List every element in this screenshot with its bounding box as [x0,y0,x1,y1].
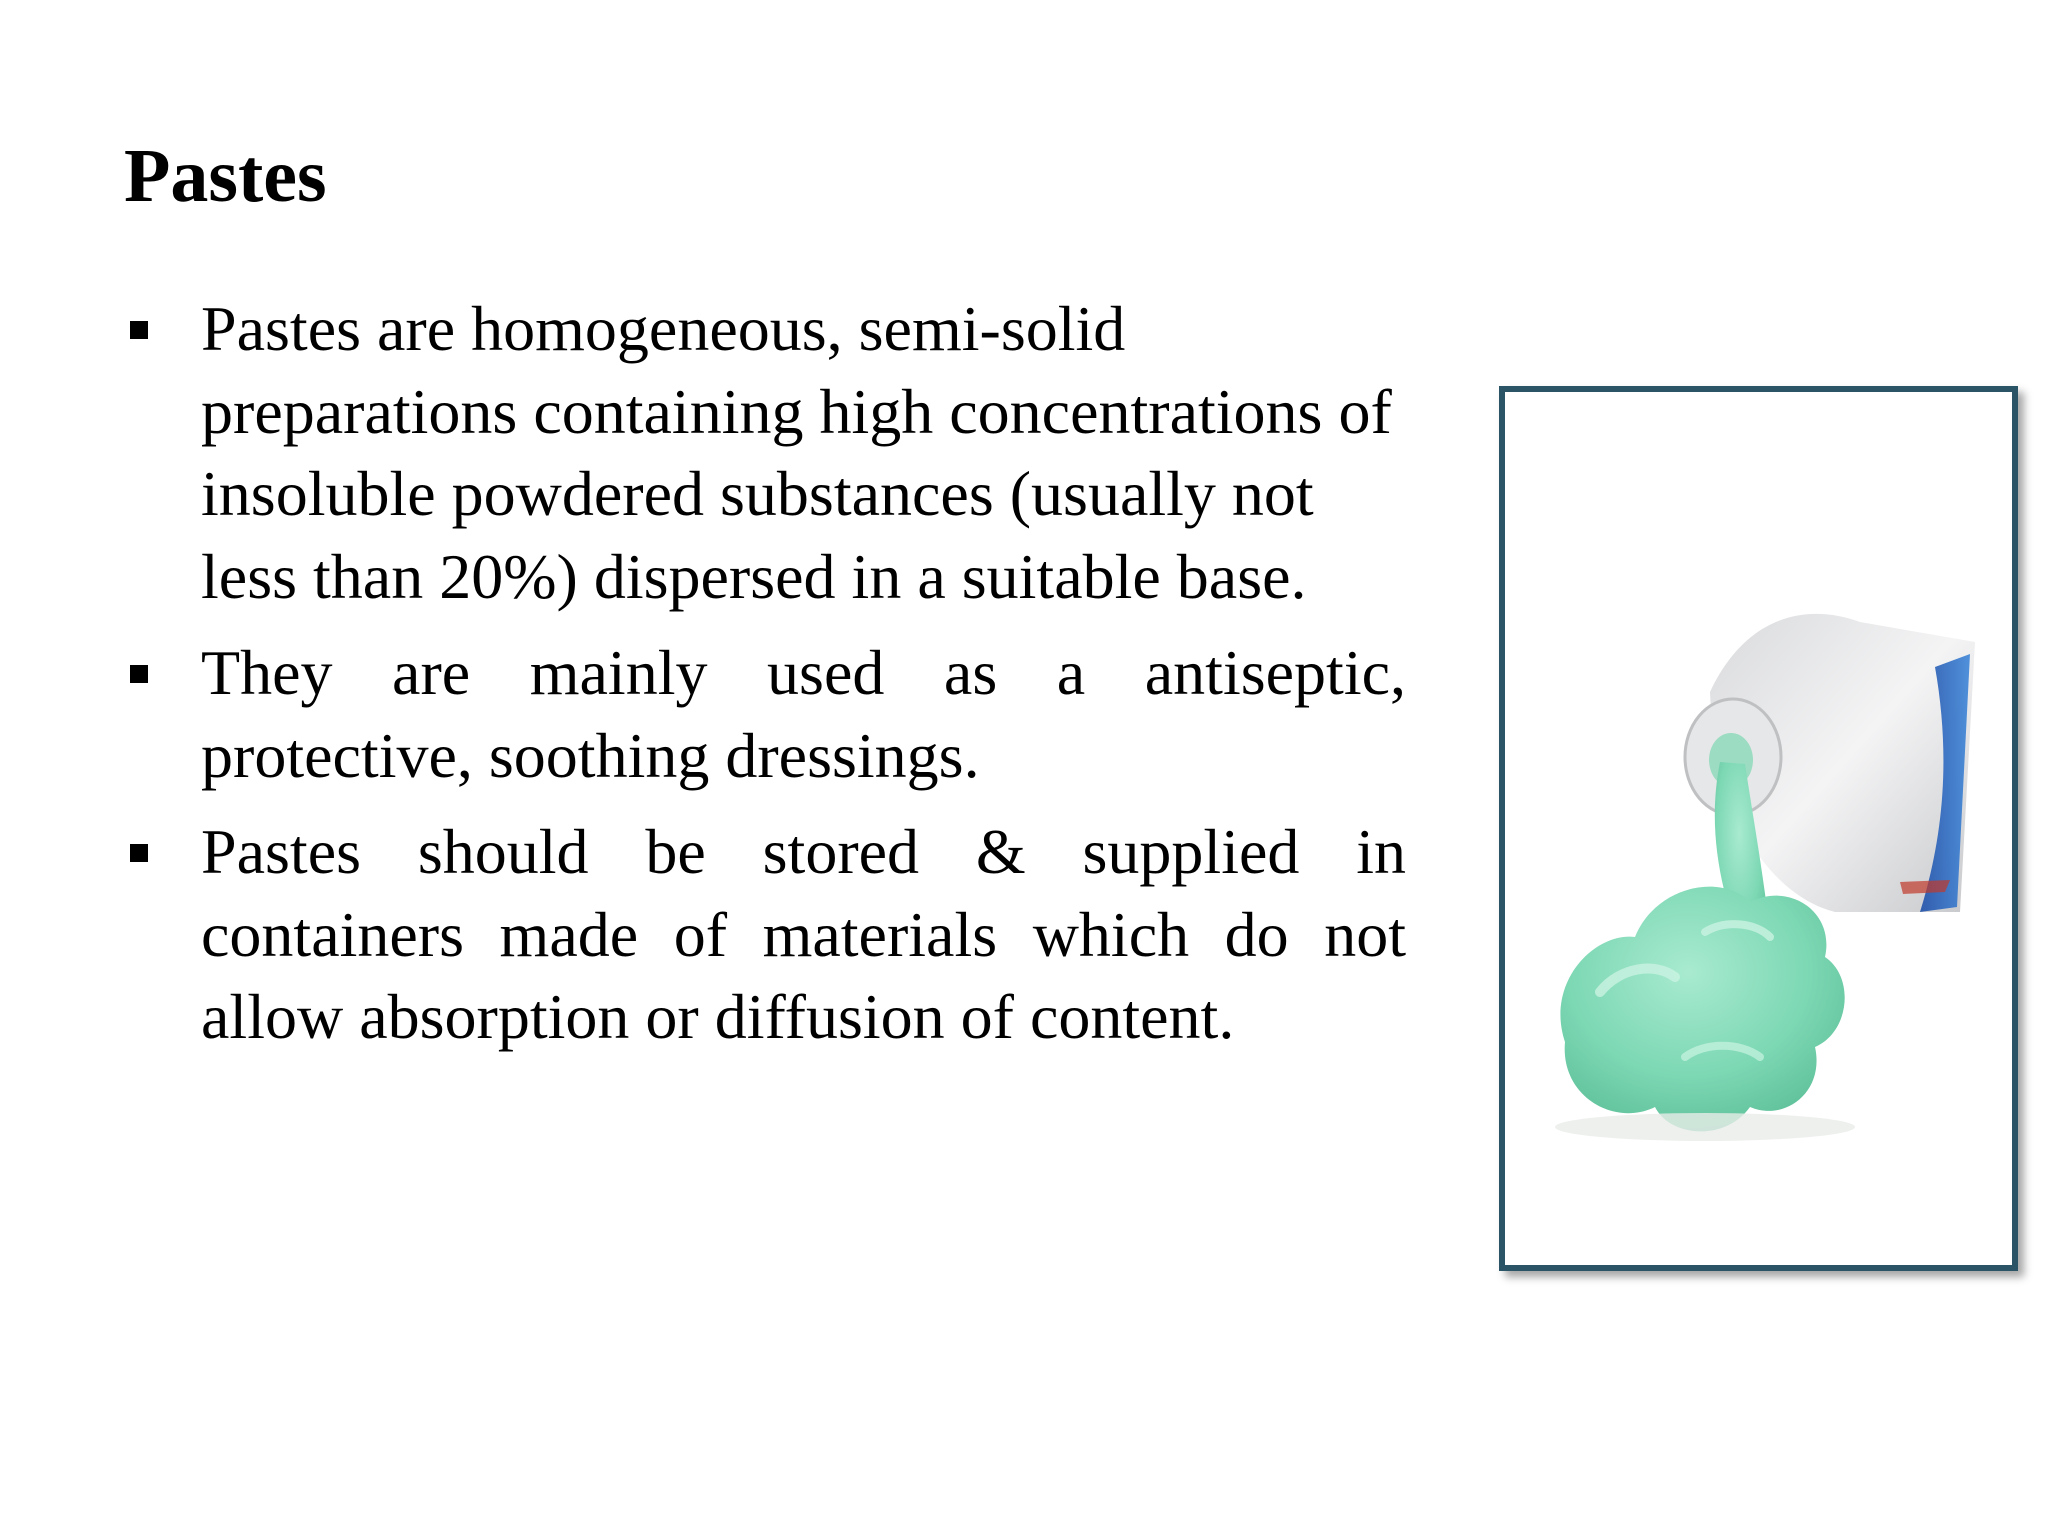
bullet-text: Pastes are homogeneous, semi-solid preparations containing high concentrations of insoluble powdered substances (usually not less than 20%) dispersed in a suitable base. [201,293,1392,612]
bullet-item-uses [124,632,1406,797]
bullet-list [124,288,1406,1073]
square-bullet-icon [130,321,148,339]
toothpaste-picture-frame [1499,386,2018,1271]
square-bullet-icon [130,844,148,862]
bullet-text: They are mainly used as a antiseptic, protective, soothing dressings. [201,637,1406,791]
bullet-item-storage [124,811,1406,1059]
bullet-item-definition [124,288,1406,618]
bullet-text: Pastes should be stored & supplied in containers made of materials which do not allow absorption or diffusion of content. [201,816,1406,1052]
square-bullet-icon [130,665,148,683]
slide-title: Pastes [124,134,327,218]
toothpaste-tube-image [1505,392,2012,1265]
